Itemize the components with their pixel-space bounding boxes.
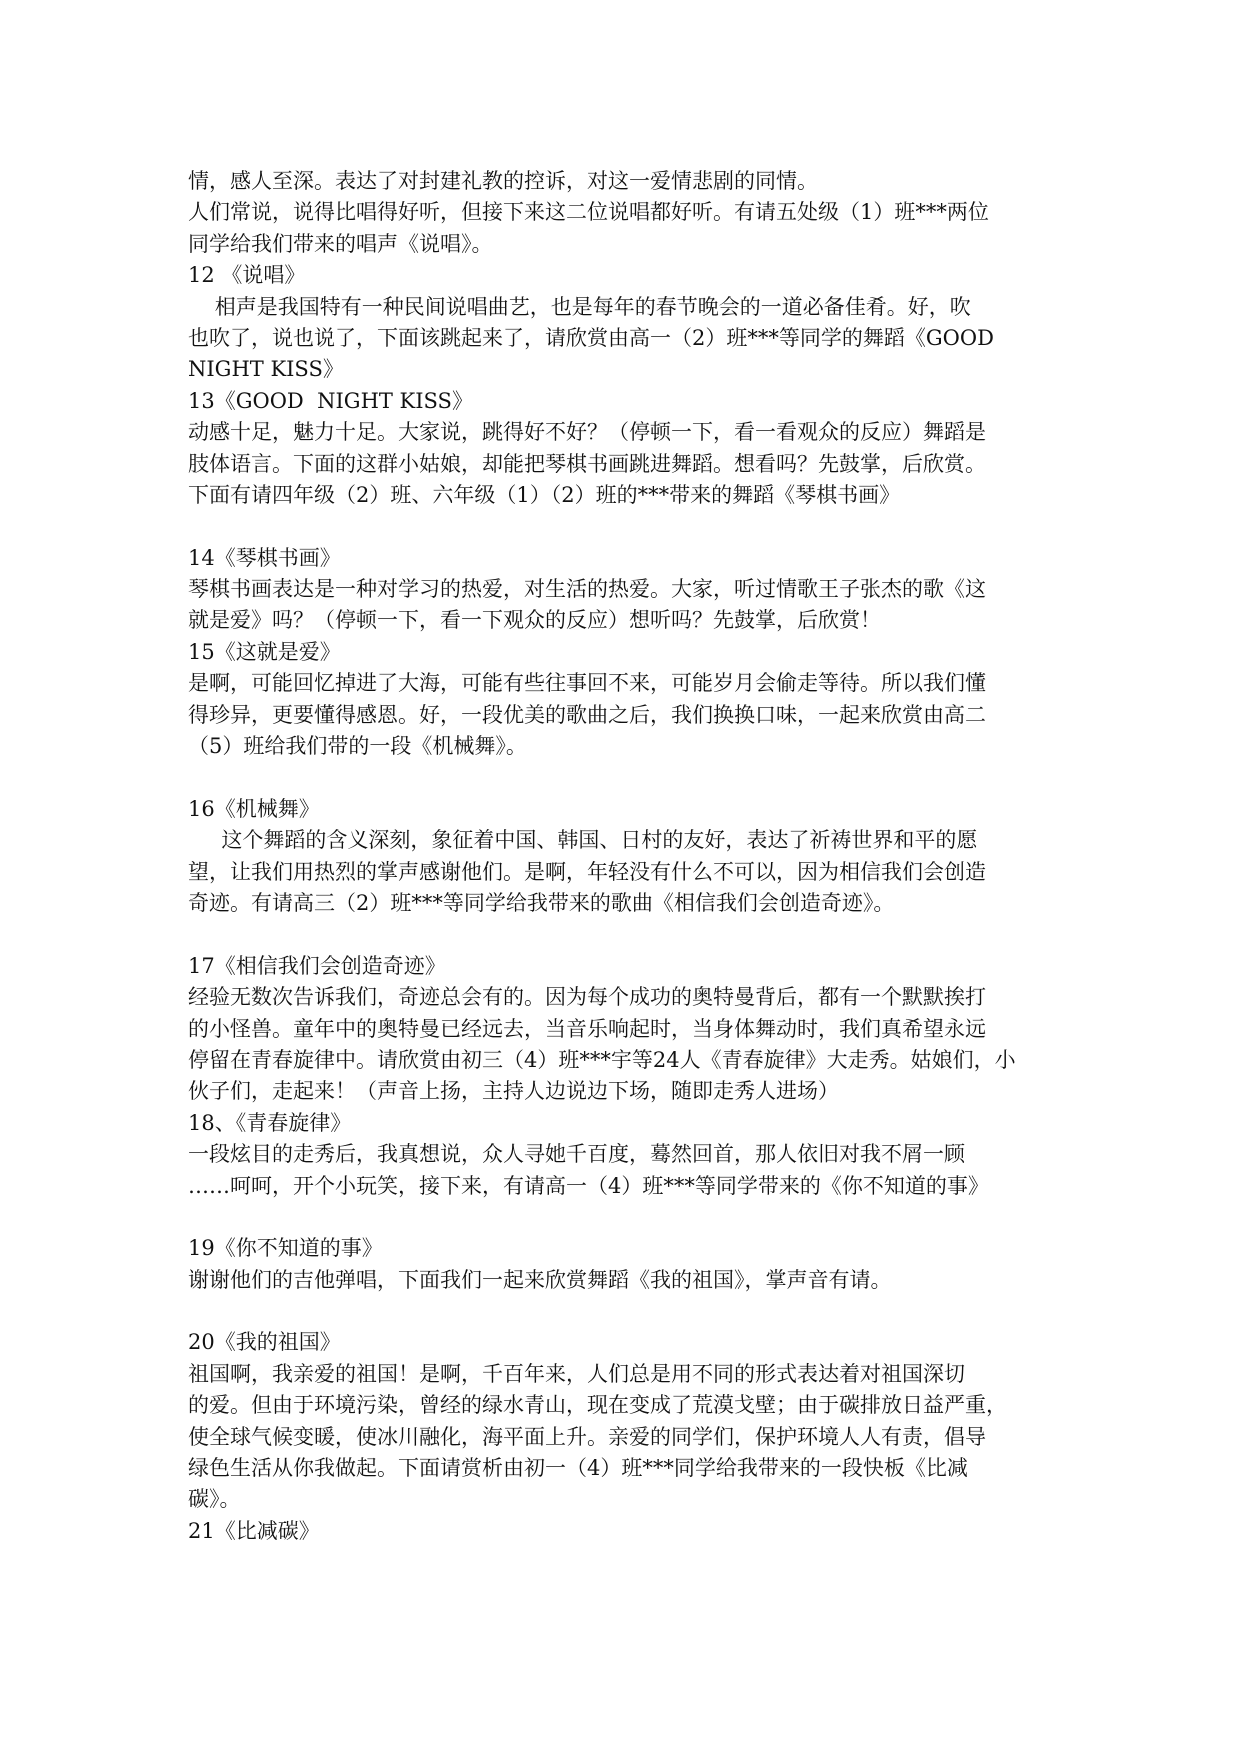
text-line: 动感十足，魅力十足。大家说，跳得好不好？（停顿一下，看一看观众的反应）舞蹈是 xyxy=(188,420,986,445)
blank-line xyxy=(188,919,1068,950)
blank-line xyxy=(188,511,1068,542)
text-line: 经验无数次告诉我们，奇迹总会有的。因为每个成功的奥特曼背后，都有一个默默挨打 xyxy=(188,985,986,1010)
text-line: 祖国啊，我亲爱的祖国！是啊，千百年来，人们总是用不同的形式表达着对祖国深切 xyxy=(188,1361,965,1386)
document-page xyxy=(188,166,1068,1547)
text-line: NIGHT KISS》 xyxy=(188,357,344,382)
text-line: 16《机械舞》 xyxy=(188,796,320,821)
text-line: 的小怪兽。童年中的奥特曼已经远去，当音乐响起时，当身体舞动时，我们真希望永远 xyxy=(188,1016,986,1041)
text-line: 肢体语言。下面的这群小姑娘，却能把琴棋书画跳进舞蹈。想看吗？先鼓掌，后欣赏。 xyxy=(188,451,986,476)
text-line: 使全球气候变暖，使冰川融化，海平面上升。亲爱的同学们，保护环境人人有责，倡导 xyxy=(188,1424,986,1449)
text-line: 琴棋书画表达是一种对学习的热爱，对生活的热爱。大家，听过情歌王子张杰的歌《这 xyxy=(188,577,986,602)
text-line: ……呵呵，开个小玩笑，接下来，有请高一（4）班***等同学带来的《你不知道的事》 xyxy=(188,1173,989,1198)
text-line: 18、《青春旋律》 xyxy=(188,1110,352,1135)
text-line: 12 《说唱》 xyxy=(188,263,306,288)
text-line: 绿色生活从你我做起。下面请赏析由初一（4）班***同学给我带来的一段快板《比减 xyxy=(188,1456,968,1481)
text-line: 人们常说，说得比唱得好听，但接下来这二位说唱都好听。有请五处级（1）班***两位 xyxy=(188,200,989,225)
text-line: 望，让我们用热烈的掌声感谢他们。是啊，年轻没有什么不可以，因为相信我们会创造 xyxy=(188,859,986,884)
blank-line xyxy=(188,762,1068,793)
text-line: 同学给我们带来的唱声《说唱》。 xyxy=(188,231,493,256)
text-line: 14《琴棋书画》 xyxy=(188,545,341,570)
text-line: 就是爱》吗？（停顿一下，看一下观众的反应）想听吗？先鼓掌，后欣赏！ xyxy=(188,608,881,633)
text-line: 一段炫目的走秀后，我真想说，众人寻她千百度，蓦然回首，那人依旧对我不屑一顾 xyxy=(188,1142,965,1167)
text-line: 19《你不知道的事》 xyxy=(188,1236,383,1261)
text-line: 21《比减碳》 xyxy=(188,1518,320,1543)
text-line: （5）班给我们带的一段《机械舞》。 xyxy=(188,734,527,759)
text-line: 下面有请四年级（2）班、六年级（1）（2）班的***带来的舞蹈《琴棋书画》 xyxy=(188,482,901,507)
text-line: 情，感人至深。表达了对封建礼教的控诉，对这一爱情悲剧的同情。 xyxy=(188,169,818,193)
text-line: 也吹了，说也说了，下面该跳起来了，请欣赏由高一（2）班***等同学的舞蹈《GOOD xyxy=(188,325,994,350)
text-line: 谢谢他们的吉他弹唱，下面我们一起来欣赏舞蹈《我的祖国》，掌声音有请。 xyxy=(188,1267,892,1292)
text-line: 碳》。 xyxy=(188,1487,241,1512)
text-line: 15《这就是爱》 xyxy=(188,639,341,664)
text-line: 20《我的祖国》 xyxy=(188,1330,341,1355)
text-line: 是啊，可能回忆掉进了大海，可能有些往事回不来，可能岁月会偷走等待。所以我们懂 xyxy=(188,671,986,696)
text-line: 奇迹。有请高三（2）班***等同学给我带来的歌曲《相信我们会创造奇迹》。 xyxy=(188,890,895,915)
text-line: 这个舞蹈的含义深刻，象征着中国、韩国、日村的友好，表达了祈祷世界和平的愿 xyxy=(188,828,978,853)
blank-line xyxy=(188,1296,1068,1327)
text-line: 伙子们，走起来！（声音上扬，主持人边说边下场，随即走秀人进场） xyxy=(188,1079,839,1104)
text-line: 13《GOOD NIGHT KISS》 xyxy=(188,388,473,413)
text-line: 的爱。但由于环境污染，曾经的绿水青山，现在变成了荒漠戈壁；由于碳排放日益严重， xyxy=(188,1393,1007,1418)
text-line: 17《相信我们会创造奇迹》 xyxy=(188,953,446,978)
text-line: 相声是我国特有一种民间说唱曲艺，也是每年的春节晚会的一道必备佳肴。好，吹 xyxy=(188,294,971,319)
text-line: 得珍异，更要懂得感恩。好，一段优美的歌曲之后，我们换换口味，一起来欣赏由高二 xyxy=(188,702,986,727)
text-line: 停留在青春旋律中。请欣赏由初三（4）班***宇等24人《青春旋律》大走秀。姑娘们，小 xyxy=(188,1047,1016,1072)
blank-line xyxy=(188,1202,1068,1233)
